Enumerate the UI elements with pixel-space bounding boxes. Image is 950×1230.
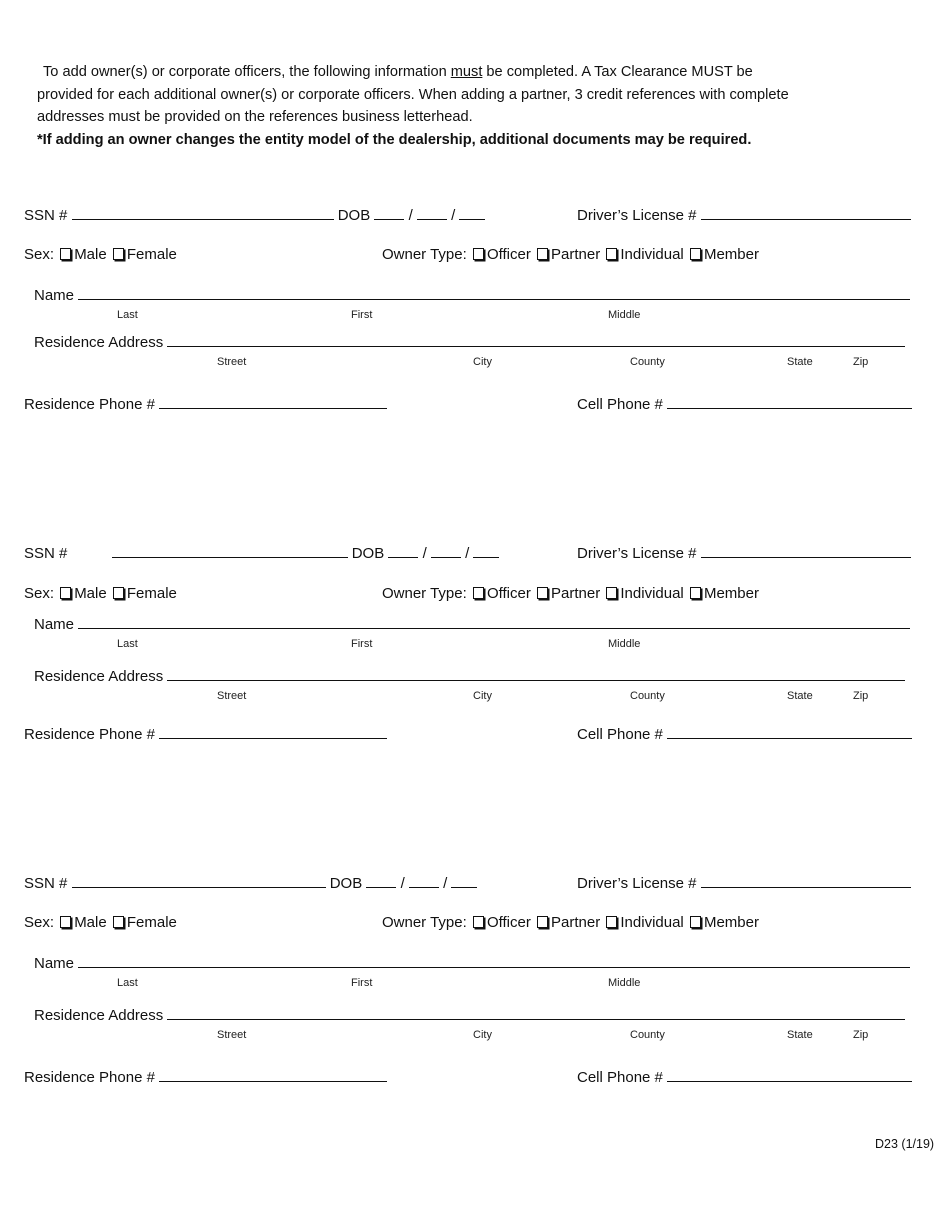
- drivers-license-row: Driver’s License #: [577, 544, 911, 562]
- sex-row: Sex: Male Female: [24, 246, 177, 263]
- name-sublabel-first: First: [351, 309, 373, 321]
- name-sublabel-middle: Middle: [608, 638, 641, 650]
- drivers-license-input[interactable]: [701, 544, 911, 558]
- residence-phone-input[interactable]: [159, 1068, 387, 1082]
- name-input[interactable]: [78, 954, 910, 968]
- address-sublabel-county: County: [630, 356, 665, 368]
- female-checkbox[interactable]: [113, 248, 124, 260]
- dob-month-input[interactable]: [366, 874, 396, 888]
- residence-address-input[interactable]: [167, 333, 905, 347]
- residence-address-input[interactable]: [167, 667, 905, 681]
- officer-checkbox[interactable]: [473, 248, 484, 260]
- officer-checkbox[interactable]: [473, 587, 484, 599]
- name-sublabel-first: First: [351, 977, 373, 989]
- male-checkbox[interactable]: [60, 587, 71, 599]
- address-sublabel-state: State: [787, 690, 813, 702]
- name-sublabel-middle: Middle: [608, 309, 641, 321]
- drivers-license-row: Driver’s License #: [577, 206, 911, 224]
- instructions: [37, 61, 917, 151]
- name-sublabel-last: Last: [117, 638, 138, 650]
- name-sublabel-middle: Middle: [608, 977, 641, 989]
- cell-phone-input[interactable]: [667, 395, 912, 409]
- female-checkbox[interactable]: [113, 587, 124, 599]
- dob-year-input[interactable]: [459, 206, 485, 220]
- name-input[interactable]: [78, 615, 910, 629]
- dob-year-input[interactable]: [451, 874, 477, 888]
- partner-checkbox[interactable]: [537, 248, 548, 260]
- address-sublabel-state: State: [787, 356, 813, 368]
- name-sublabel-last: Last: [117, 309, 138, 321]
- residence-address-row: Residence Address: [34, 1006, 905, 1024]
- individual-checkbox[interactable]: [606, 916, 617, 928]
- address-sublabel-county: County: [630, 690, 665, 702]
- residence-address-row: Residence Address: [34, 333, 905, 351]
- dob-month-input[interactable]: [374, 206, 404, 220]
- address-sublabel-street: Street: [217, 356, 247, 368]
- owner-type-row: Owner Type: Officer Partner Individual Member: [382, 246, 759, 263]
- form-code: D23 (1/19): [875, 1137, 935, 1151]
- residence-phone-input[interactable]: [159, 395, 387, 409]
- member-checkbox[interactable]: [690, 916, 701, 928]
- residence-phone-input[interactable]: [159, 725, 387, 739]
- dob-day-input[interactable]: [417, 206, 447, 220]
- individual-checkbox[interactable]: [606, 587, 617, 599]
- name-row: Name: [34, 954, 910, 972]
- cell-phone-row: Cell Phone #: [577, 1068, 912, 1086]
- ssn-input[interactable]: [72, 874, 326, 888]
- owner-type-row: Owner Type: Officer Partner Individual Member: [382, 585, 759, 602]
- owner-type-row: Owner Type: Officer Partner Individual Member: [382, 914, 759, 931]
- individual-checkbox[interactable]: [606, 248, 617, 260]
- cell-phone-input[interactable]: [667, 1068, 912, 1082]
- dob-day-input[interactable]: [431, 544, 461, 558]
- residence-address-row: Residence Address: [34, 667, 905, 685]
- address-sublabel-street: Street: [217, 1029, 247, 1041]
- name-sublabel-last: Last: [117, 977, 138, 989]
- drivers-license-input[interactable]: [701, 874, 911, 888]
- address-sublabel-zip: Zip: [853, 356, 869, 368]
- male-checkbox[interactable]: [60, 916, 71, 928]
- sex-row: Sex: Male Female: [24, 585, 177, 602]
- ssn-row: SSN # DOB / /: [24, 206, 485, 224]
- cell-phone-input[interactable]: [667, 725, 912, 739]
- member-checkbox[interactable]: [690, 587, 701, 599]
- residence-address-input[interactable]: [167, 1006, 905, 1020]
- residence-phone-row: Residence Phone #: [24, 395, 387, 413]
- cell-phone-row: Cell Phone #: [577, 725, 912, 743]
- address-sublabel-street: Street: [217, 690, 247, 702]
- address-sublabel-zip: Zip: [853, 1029, 869, 1041]
- address-sublabel-city: City: [473, 1029, 492, 1041]
- ssn-row: SSN # DOB / /: [24, 874, 477, 892]
- address-sublabel-city: City: [473, 356, 492, 368]
- dob-month-input[interactable]: [388, 544, 418, 558]
- dob-day-input[interactable]: [409, 874, 439, 888]
- entity-model-note: *If adding an owner changes the entity model of the dealership, additional documents may be required.: [37, 131, 752, 148]
- dob-year-input[interactable]: [473, 544, 499, 558]
- instructions-line-3: addresses must be provided on the references business letterhead.: [37, 109, 473, 126]
- instructions-line-2: provided for each additional owner(s) or corporate officers. When adding a partner, 3 credit references with complete: [37, 86, 789, 103]
- female-checkbox[interactable]: [113, 916, 124, 928]
- sex-row: Sex: Male Female: [24, 914, 177, 931]
- partner-checkbox[interactable]: [537, 916, 548, 928]
- residence-phone-row: Residence Phone #: [24, 725, 387, 743]
- address-sublabel-state: State: [787, 1029, 813, 1041]
- address-sublabel-city: City: [473, 690, 492, 702]
- partner-checkbox[interactable]: [537, 587, 548, 599]
- drivers-license-input[interactable]: [701, 206, 911, 220]
- address-sublabel-zip: Zip: [853, 690, 869, 702]
- cell-phone-row: Cell Phone #: [577, 395, 912, 413]
- ssn-input[interactable]: [112, 544, 348, 558]
- officer-checkbox[interactable]: [473, 916, 484, 928]
- ssn-input[interactable]: [72, 206, 334, 220]
- name-row: Name: [34, 615, 910, 633]
- drivers-license-row: Driver’s License #: [577, 874, 911, 892]
- name-sublabel-first: First: [351, 638, 373, 650]
- address-sublabel-county: County: [630, 1029, 665, 1041]
- instructions-line-1: To add owner(s) or corporate officers, the following information must be completed. A Tax Clearance MUST be: [43, 64, 753, 80]
- member-checkbox[interactable]: [690, 248, 701, 260]
- name-input[interactable]: [78, 286, 910, 300]
- name-row: Name: [34, 286, 910, 304]
- male-checkbox[interactable]: [60, 248, 71, 260]
- residence-phone-row: Residence Phone #: [24, 1068, 387, 1086]
- ssn-row: SSN # DOB / /: [24, 544, 499, 562]
